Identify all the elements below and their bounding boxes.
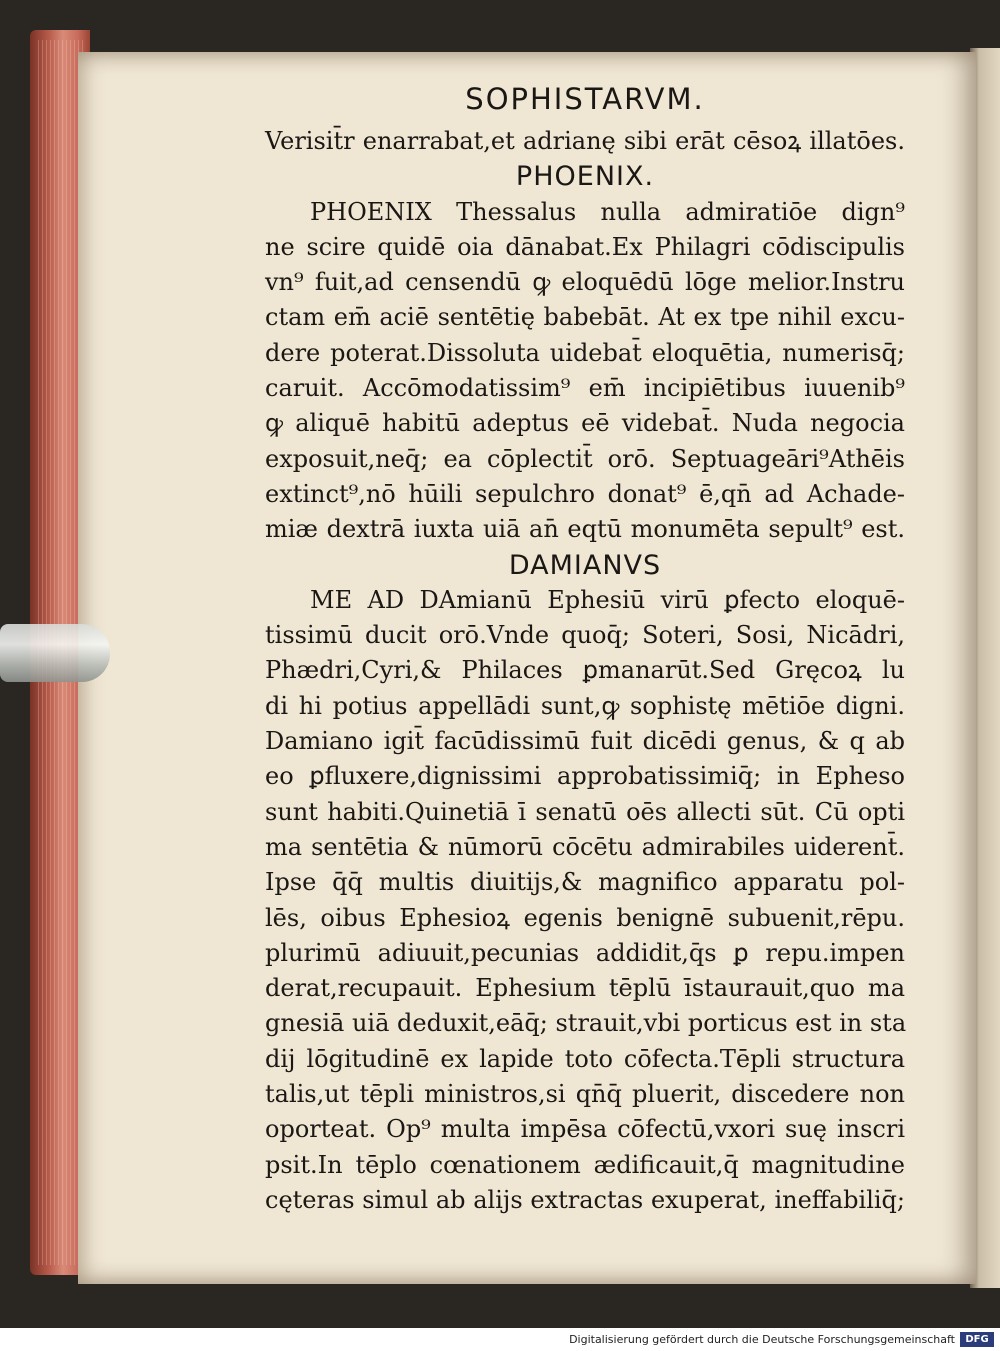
text-line: ꝙ aliquē habitū adeptus eē videbat̄. Nuda negocia: [265, 409, 905, 438]
text-line: oporteat. Op⁹ multa impēsa cōfectū,vxori suę inscri: [265, 1115, 905, 1144]
text-line: gnesiā uiā deduxit,eāq̄; strauit,vbi porticus est in sta: [265, 1009, 907, 1038]
text-line: Damiano igit̄ facūdissimū fuit dicēdi genus, & q ab: [265, 727, 905, 756]
text-line: ctam em̄ aciē sentētię babebāt. At ex tpe nihil excu-: [265, 303, 905, 332]
section-title: PHOENIX.: [515, 161, 655, 193]
text-line: cęteras simul ab alijs extractas exuperat, ineffabiliq̄;: [265, 1185, 905, 1214]
text-line: Ipse q̄q̄ multis diuitijs,& magnifico apparatu pol-: [265, 868, 905, 897]
text-line: lēs, oibus Ephesioꝝ egenis benignē subuenit,rēpu.: [265, 903, 905, 932]
footer-bar: [0, 1328, 1000, 1351]
text-line: caruit. Accōmodatissim⁹ em̄ incipiētibus iuuenib⁹: [265, 374, 905, 403]
text-line: talis,ut tēpli ministros,si qn̄q̄ pluerit, discedere non: [265, 1080, 905, 1109]
running-head: SOPHISTARVM.: [465, 82, 705, 116]
text-line: miæ dextrā iuxta uiā an̄ eqtū monumēta sepult⁹ est.: [265, 515, 905, 544]
text-line: ne scire quidē oia dānabat.Ex Philagri cōdiscipulis: [265, 232, 905, 261]
text-line: exposuit,neq̄; ea cōplectit̄ orō. Septuageāri⁹Athēis: [265, 444, 905, 473]
text-line: ma sentētia & nūmorū cōcētu admirabiles uiderent̄.: [265, 832, 905, 861]
page-text: [265, 80, 905, 1218]
text-line: ME AD DAmianū Ephesiū virū ꝑfecto eloquē-: [310, 585, 905, 614]
text-line: dij lōgitudinē ex lapide toto cōfecta.Tēpli structura: [265, 1044, 905, 1073]
text-line: eo ꝑfluxere,dignissimi approbatissimiq̄; in Epheso: [265, 762, 905, 791]
text-line: PHOENIX Thessalus nulla admiratiōe dign⁹: [310, 197, 905, 226]
text-line: psit.In tēplo cœnationem ædificauit,q̄ magnitudine: [265, 1150, 905, 1179]
text-line: dere poterat.Dissoluta uidebat̄ eloquētia, numerisq̄;: [265, 338, 905, 367]
text-line: tissimū ducit orō.Vnde quoq̄; Soteri, Sosi, Nicādri,: [265, 621, 905, 650]
text-line: extinct⁹,nō hūili sepulchro donat⁹ ē,qn̄ ad Achade-: [265, 479, 905, 508]
text-line: vn⁹ fuit,ad censendū ꝙ eloquēdū lōge melior.Instru: [265, 268, 905, 297]
dfg-logo: DFG: [960, 1332, 994, 1347]
text-line: di hi potius appellādi sunt,ꝙ sophistę mētiōe digni.: [265, 691, 905, 720]
footer-credit: Digitalisierung gefördert durch die Deutsche Forschungsgemeinschaft: [569, 1333, 955, 1346]
section-title: DAMIANVS: [508, 549, 662, 581]
page-clamp: [0, 624, 110, 682]
text-line: Verisit̄r enarrabat,et adrianę sibi erāt cēsoꝝ illatōes.: [265, 127, 905, 155]
text-line: Phædri,Cyri,& Philaces ꝑmanarūt.Sed Gręcoꝝ lu: [265, 656, 905, 685]
text-line: sunt habiti.Quinetiā ī senatū oēs allecti sūt. Cū opti: [265, 797, 905, 826]
text-line: plurimū adiuuit,pecunias addidit,q̄s ꝑ repu.impen: [265, 938, 905, 967]
text-line: derat,recupauit. Ephesium tēplū īstaurauit,quo ma: [265, 974, 905, 1003]
